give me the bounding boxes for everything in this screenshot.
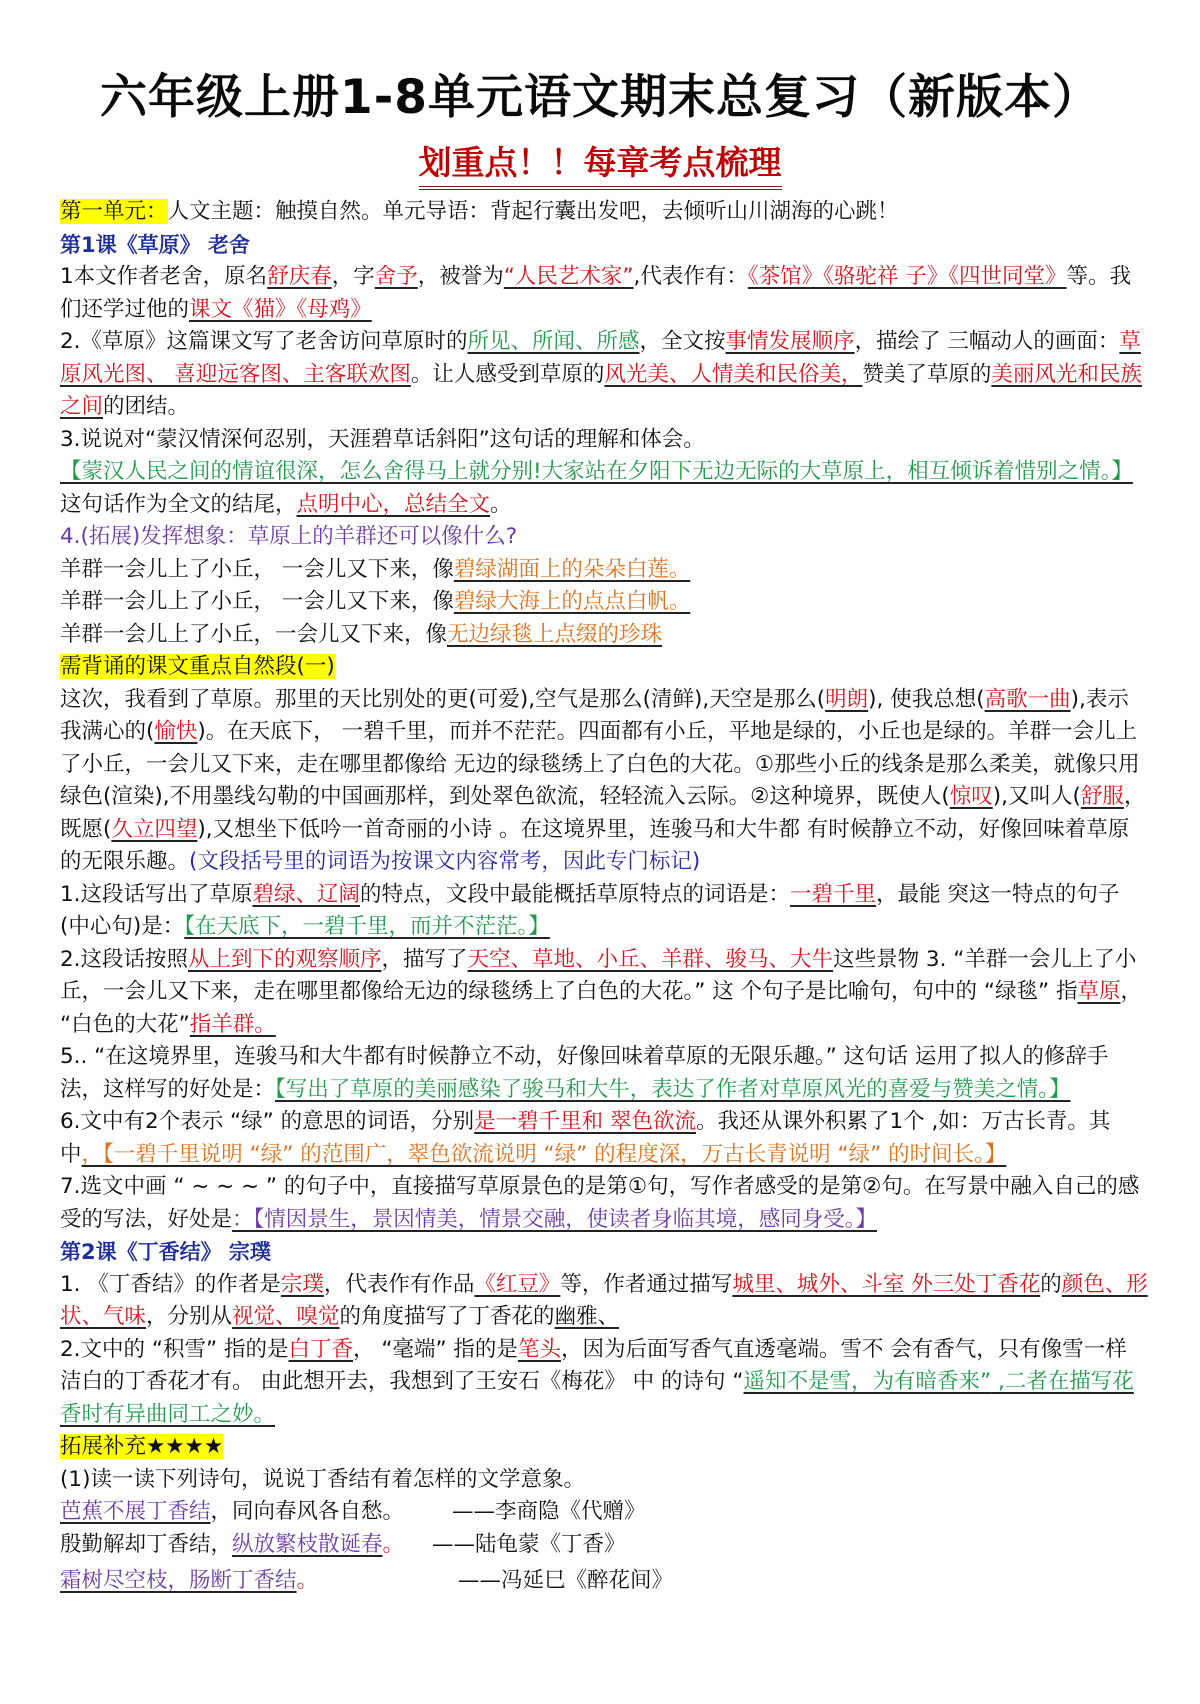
text: ， “白色的大花” — [60, 979, 1143, 1037]
answer: 宗璞 — [280, 1271, 324, 1297]
subtitle-wrap — [0, 142, 1200, 190]
text: ，同向春风各自愁。 — [210, 1499, 405, 1524]
recite-label-line — [60, 651, 1148, 684]
answer: 白丁香 — [288, 1336, 353, 1362]
lesson2-question-1 — [60, 1269, 1148, 1334]
answer: ：【情因景生，景因情美，情景交融，使读者身临其境，感同身受。】 — [232, 1206, 878, 1232]
lesson-heading: 第2课《丁香结》 宗璞 — [60, 1240, 271, 1264]
answer: ，【一碧千里说明 “绿” 的范围广，翠色欲流说明 “绿” 的程度深，万古长青说明 “绿” 的时间长。】 — [81, 1141, 1007, 1167]
poem-source: ——李商隐《代赠》 — [452, 1499, 646, 1524]
answer: 【蒙汉人民之间的情谊很深，怎么舍得马上就分别!大家站在夕阳下无边无际的大草原上，相互倾诉着惜别之情。】 — [60, 459, 1133, 484]
answer: 《茶馆》《骆驼祥 子》《四世同堂》 — [747, 264, 1067, 289]
answer: 指羊群。 — [189, 1011, 276, 1037]
text: 7.选文中画 “ ~ ~ ~ ” 的句子中，直接描写草原景色的是第①句，写作者感受的是第②句。在写景中融入自己的感受的写法，好处是 — [60, 1174, 1140, 1232]
answer: 碧绿、辽阔 — [252, 881, 361, 907]
text: ，描绘了 三幅动人的画面： — [854, 329, 1120, 354]
answer: 无边绿毯上点缀的珍珠 — [447, 621, 663, 647]
recite-question-7 — [60, 1171, 1148, 1236]
text: 羊群一会儿上了小丘， 一会儿又下来，像 — [60, 556, 454, 582]
extension-label-line — [60, 1431, 1148, 1464]
answer: 视觉、嗅觉 — [232, 1304, 340, 1329]
text: 羊群一会儿上了小丘，一会儿又下来，像 — [60, 621, 448, 647]
answer: 天空、草地、小丘、羊群、骏马、大牛 — [467, 946, 834, 972]
answer: 明朗 — [825, 686, 869, 712]
recite-label: 需背诵的课文重点自然段(一) — [60, 654, 335, 679]
answer: 颜色、形状、气味 — [60, 1271, 1148, 1329]
answer: 高歌一曲 — [984, 686, 1071, 712]
answer: “人民艺术家” — [503, 264, 634, 289]
text: 2.《草原》这篇课文写了老舍访问草原时的 — [60, 329, 468, 354]
answer: 碧绿湖面上的朵朵白莲。 — [453, 556, 691, 582]
text: 这句话作为全文的结尾， — [60, 491, 297, 517]
answer: 幽雅、 — [554, 1304, 620, 1329]
text: 这次，我看到了草原。那里的天比别处的更(可爱),空气是那么(清鲜),天空是那么( — [60, 686, 826, 712]
text: 的特点，文段中最能概括草原特点的词语是： — [360, 881, 791, 907]
text: 1本文作者老舍，原名 — [60, 264, 268, 289]
answer: 点明中心，总结全文 — [296, 491, 491, 517]
poem-highlight: 纵放繁枝散诞春 — [232, 1531, 383, 1557]
text: 。 — [382, 1531, 405, 1557]
text: 。 — [490, 491, 512, 517]
text: 殷勤解却丁香结， — [60, 1531, 233, 1557]
poem-line — [60, 1496, 1148, 1529]
text: 等，作者通过描写 — [560, 1271, 733, 1297]
text: 1.这段话写出了草原 — [60, 881, 253, 907]
answer: 事情发展顺序 — [725, 329, 855, 354]
lesson-heading: 第1课《草原》 老舍 — [60, 232, 250, 257]
question-3: 3.说说对“蒙汉情深何忍别，天涯碧草话斜阳”这句话的理解和体会。 — [60, 426, 705, 452]
answer: 课文《猫》《母鸡》 — [189, 296, 372, 322]
content — [0, 196, 1200, 1598]
q4-line — [60, 619, 1148, 652]
text: 的角度描写了丁香花的 — [339, 1304, 555, 1329]
answer: 《红豆》 — [474, 1271, 561, 1297]
text: ),表示我满心的( — [60, 686, 1129, 744]
text: 2.文中的 “积雪” 指的是 — [60, 1336, 289, 1362]
text: ，最能 突这一特点的句子(中心句)是： — [60, 881, 1120, 939]
text: ，被誉为 — [417, 264, 504, 289]
text: 的 — [1040, 1271, 1062, 1297]
text: 5.. “在这境界里，连骏马和大牛都有时候静立不动，好像回味着草原的无限乐趣。” 这句话 运用了拟人的修辞手法，这样写的好处是： — [60, 1044, 1109, 1102]
lesson2-question-2 — [60, 1334, 1148, 1432]
question-1 — [60, 261, 1148, 326]
text: 6.文中有2个表示 “绿” 的意思的词语，分别 — [60, 1109, 475, 1134]
text: ，描写了 — [381, 946, 468, 972]
question-2 — [60, 326, 1148, 424]
recite-passage — [60, 684, 1148, 879]
text: ,代表作有： — [633, 264, 748, 289]
answer: 城里、城外、斗室 外三处丁香花 — [732, 1271, 1041, 1297]
text: ，字 — [331, 264, 375, 289]
unit-intro — [60, 196, 1148, 229]
answer: 【在天底下，一碧千里，而并不茫茫。】 — [184, 914, 550, 939]
answer: 舍予 — [374, 264, 418, 289]
answer: 【写出了草原的美丽感染了骏马和大牛，表达了作者对草原风光的喜爱与赞美之情。】 — [275, 1076, 1071, 1102]
answer: 愉快 — [154, 719, 198, 744]
text: ，全文按 — [639, 329, 726, 354]
poem-highlight: 芭蕉不展丁香结 — [60, 1499, 211, 1524]
text: ),又叫人( — [992, 784, 1081, 809]
poem-line — [60, 1565, 1148, 1598]
unit-intro-text: 人文主题：触摸自然。单元导语：背起行囊出发吧，去倾听山川湖海的心跳！ — [167, 199, 899, 224]
recite-question-2 — [60, 944, 1148, 1042]
question-4: 4.(拓展)发挥想象：草原上的羊群还可以像什么? — [60, 524, 518, 549]
answer: 草原风光图、 喜迎远客图、主客联欢图 — [60, 329, 1141, 387]
text: 1. 《丁香结》的作者是 — [60, 1271, 281, 1297]
unit-label: 第一单元： — [60, 199, 168, 224]
recite-question-5 — [60, 1041, 1148, 1106]
text: 的团结。 — [103, 394, 190, 419]
text: 2.这段话按照 — [60, 946, 189, 972]
answer: 所见、所闻、所感 — [467, 329, 640, 354]
text: 。 — [296, 1568, 319, 1593]
text: ),又想坐下低吟一首奇丽的小诗 。在这境界里，连骏马和大牛都 有时候静立不动，好像回味着草原的无限乐趣。 — [60, 816, 1130, 874]
answer: 舒庆春 — [267, 264, 332, 289]
text: 。让人感受到草原的 — [410, 361, 605, 387]
extension-label: 拓展补充★★★★ — [60, 1434, 224, 1459]
answer: 惊叹 — [949, 784, 993, 809]
answer: 笔头 — [517, 1336, 561, 1362]
answer: 久立四望 — [111, 816, 198, 842]
text: 。我还从课外积累了1个 ,如：万古长青。其中 — [60, 1109, 1111, 1167]
text: ，因为后面写香气直透毫端。雪不 会有香气，只有像雪一样洁白的丁香花才有。 由此想开去，我想到了王安石《梅花》 中 的诗句 “ — [60, 1336, 1127, 1394]
answer: 从上到下的观察顺序 — [188, 946, 382, 972]
recite-question-6 — [60, 1106, 1148, 1171]
answer: 草原 — [1077, 979, 1121, 1004]
page-subtitle: 划重点！！每章考点梳理 — [419, 142, 782, 190]
text: ，代表作有作品 — [323, 1271, 475, 1297]
poem-source: ——陆龟蒙《丁香》 — [432, 1531, 626, 1557]
page-title: 六年级上册1-8单元语文期末总复习（新版本） — [100, 70, 1100, 125]
recite-question-1 — [60, 879, 1148, 944]
poem-highlight: 霜树尽空枝，肠断丁香结 — [60, 1568, 297, 1593]
answer: 一碧千里 — [790, 881, 877, 907]
text: )。在天底下， 一碧千里，而并不茫茫。四面都有小丘，平地是绿的，小丘也是绿的。羊群一会儿上了小丘，一会儿又下来，走在哪里都像给 无边的绿毯绣上了白色的大花。①那些小丘的线条是那么柔美，就像只用绿色(渲染),不用墨线勾勒的中国画那样，到处翠色欲流，轻轻流入云际。②这种境界，既使人( — [60, 719, 1140, 809]
q4-line — [60, 586, 1148, 619]
answer: 遥知不是雪，为有暗香来” — [743, 1369, 992, 1394]
q4-line — [60, 554, 1148, 587]
text: 赞美了草原的 — [862, 361, 992, 387]
question-3-answer — [60, 456, 1148, 521]
poem-line — [60, 1529, 1148, 1562]
text: 等。我们还学过他的 — [60, 264, 1131, 322]
answer: 风光美、人情美和民俗美， — [604, 361, 863, 387]
note: (文段括号里的词语为按课文内容常考，因此专门标记) — [189, 849, 701, 874]
text: 羊群一会儿上了小丘， 一会儿又下来，像 — [60, 589, 454, 614]
text: ), 使我总想( — [868, 686, 985, 712]
text: ，既愿( — [60, 784, 1146, 842]
answer: 是一碧千里和 翠色欲流 — [474, 1109, 696, 1134]
text: ，分别从 — [146, 1304, 233, 1329]
answer: ,二者在描写花香时有异曲同工之妙。 — [60, 1369, 1134, 1427]
text: ， “毫端” 指的是 — [352, 1336, 518, 1362]
answer: 美丽风光和民族之间 — [60, 361, 1142, 419]
answer: 碧绿大海上的点点白帆。 — [453, 589, 691, 614]
text: 这些景物 3. “羊群一会儿上了小丘，一会儿又下来，走在哪里都像给无边的绿毯绣上了白色的大花。” 这 个句子是比喻句，句中的 “绿毯” 指 — [60, 946, 1137, 1004]
answer: 舒服 — [1080, 784, 1124, 809]
extension-question: (1)读一读下列诗句，说说丁香结有着怎样的文学意象。 — [60, 1466, 585, 1492]
poem-source: ——冯延巳《醉花间》 — [458, 1568, 674, 1593]
